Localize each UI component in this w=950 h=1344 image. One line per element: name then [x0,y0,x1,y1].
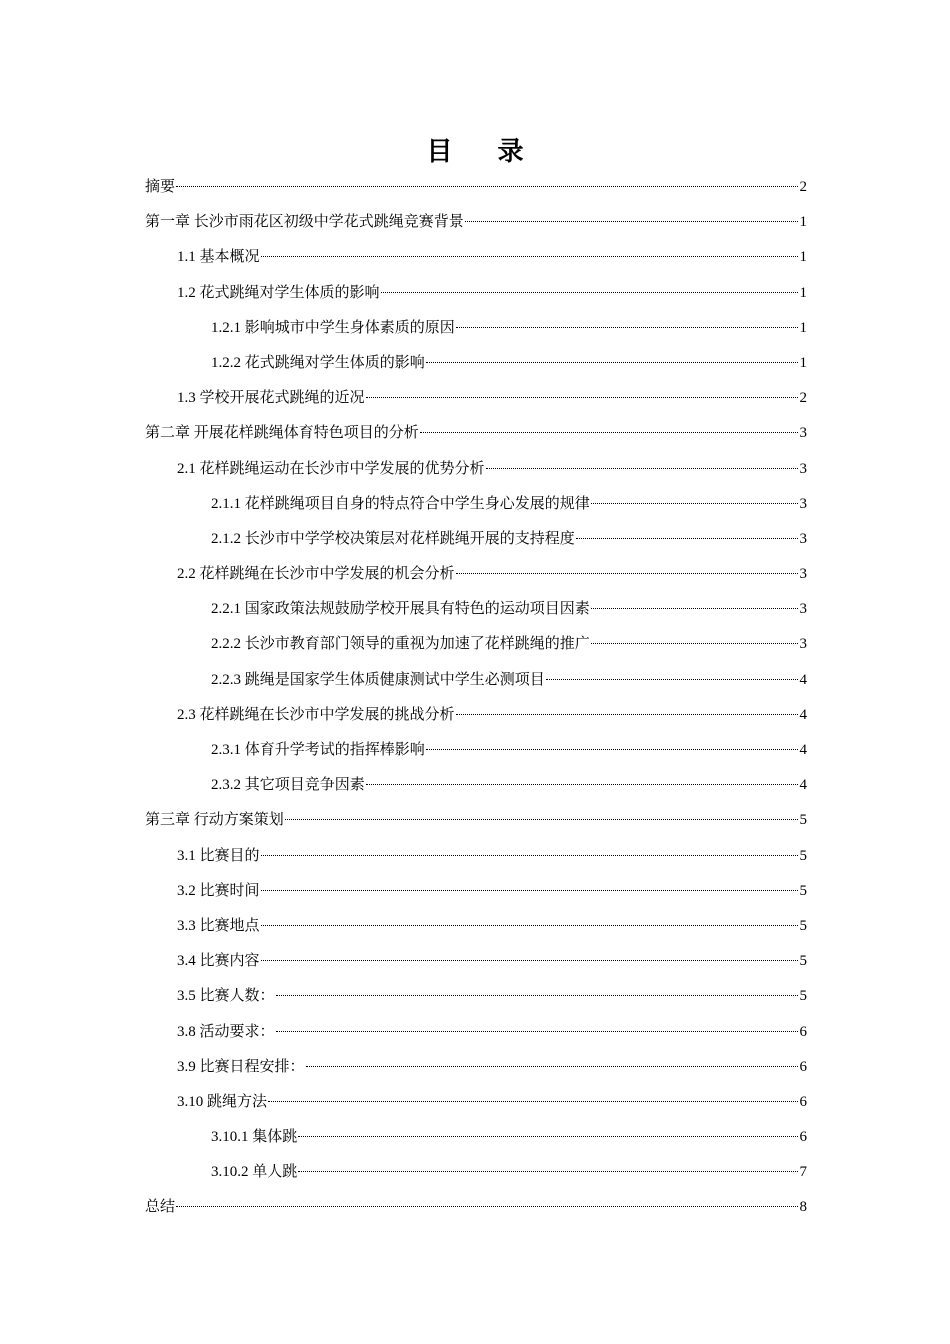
toc-entry[interactable] [145,205,807,240]
toc-entry-label: 2.2.3 跳绳是国家学生体质健康测试中学生必测项目 [211,671,545,688]
toc-entry-label: 3.5 比赛人数： [177,988,275,1005]
toc-entry[interactable] [145,874,807,909]
toc-entry-page-number: 6 [799,1129,807,1146]
toc-entry-page-number: 1 [799,214,807,231]
toc-entry-label: 3.4 比赛内容 [177,953,260,970]
toc-entry[interactable] [145,557,807,592]
toc-entry-label: 2.1.1 花样跳绳项目自身的特点符合中学生身心发展的规律 [211,495,590,512]
toc-entry-label: 3.10 跳绳方法 [177,1093,268,1110]
toc-entry[interactable] [145,627,807,662]
dot-leader [298,1171,798,1172]
toc-entry-label: 2.3.1 体育升学考试的指挥棒影响 [211,742,425,758]
toc-entry-page-number: 6 [799,1058,807,1075]
dot-leader [381,292,798,293]
toc-entry[interactable] [145,1190,807,1225]
toc-entry-page-number: 6 [799,1093,807,1110]
toc-entry-page-number: 5 [799,953,807,970]
toc-entry-label: 摘要 [145,179,176,195]
toc-entry[interactable] [145,1155,807,1190]
toc-entry[interactable] [145,1015,807,1050]
toc-entry-label: 3.10.2 单人跳 [211,1164,298,1181]
toc-entry-label: 2.2 花样跳绳在长沙市中学发展的机会分析 [177,566,455,583]
toc-entry-label: 1.3 学校开展花式跳绳的近况 [177,390,365,407]
toc-entry-page-number: 3 [799,530,807,547]
toc-entry[interactable] [145,416,807,451]
toc-entry-label: 2.3 花样跳绳在长沙市中学发展的挑战分析 [177,706,455,723]
dot-leader [261,925,798,926]
dot-leader [456,714,798,715]
toc-entry-label: 第三章 行动方案策划 [145,812,284,829]
toc-entry-label: 2.2.2 长沙市教育部门领导的重视为加速了花样跳绳的推广 [211,636,590,653]
toc-entry-page-number: 8 [799,1199,807,1216]
toc-entry[interactable] [145,698,807,733]
toc-entry[interactable] [145,1120,807,1155]
toc-entry-page-number: 3 [799,495,807,512]
toc-entry[interactable] [145,944,807,979]
toc-entry[interactable] [145,733,807,768]
toc-entry-page-number: 4 [799,671,807,688]
toc-entry-label: 第一章 长沙市雨花区初级中学花式跳绳竞赛背景 [145,214,464,231]
toc-entry-page-number: 2 [799,179,807,195]
dot-leader [261,256,798,257]
toc-entry-page-number: 3 [799,636,807,653]
dot-leader [268,1101,798,1102]
toc-entry-label: 1.2.1 影响城市中学生身体素质的原因 [211,319,455,336]
dot-leader [576,538,798,539]
toc-entry-page-number: 3 [799,601,807,618]
toc-entry-page-number: 5 [799,847,807,864]
toc-entry-label: 2.2.1 国家政策法规鼓励学校开展具有特色的运动项目因素 [211,601,590,618]
toc-entry[interactable] [145,522,807,557]
toc-entry-label: 3.1 比赛目的 [177,847,260,864]
toc-entry-label: 2.1 花样跳绳运动在长沙市中学发展的优势分析 [177,460,485,477]
toc-entry-label: 第二章 开展花样跳绳体育特色项目的分析 [145,425,419,442]
toc-entry-page-number: 1 [799,319,807,336]
dot-leader [261,890,798,891]
toc-entry-label: 3.3 比赛地点 [177,917,260,934]
toc-entry-label: 3.2 比赛时间 [177,882,260,899]
toc-entry-label: 3.10.1 集体跳 [211,1129,298,1146]
toc-entry[interactable] [145,276,807,311]
toc-entry-page-number: 1 [799,249,807,266]
toc-entry-page-number: 2 [799,390,807,407]
toc-entry-page-number: 3 [799,460,807,477]
toc-entry-label: 总结 [145,1199,176,1216]
dot-leader [465,221,798,222]
toc-entry-page-number: 1 [799,284,807,301]
dot-leader [591,643,798,644]
dot-leader [276,995,798,996]
toc-entry-label: 3.9 比赛日程安排： [177,1058,305,1075]
dot-leader [261,855,798,856]
toc-entry[interactable] [145,311,807,346]
dot-leader [591,503,798,504]
dot-leader [546,679,798,680]
toc-entry-label: 2.1.2 长沙市中学学校决策层对花样跳绳开展的支持程度 [211,530,575,547]
toc-entry[interactable] [145,346,807,381]
toc-entry-page-number: 5 [799,988,807,1005]
toc-entry-page-number: 4 [799,777,807,794]
dot-leader [276,1031,798,1032]
toc-entry-label: 1.2 花式跳绳对学生体质的影响 [177,284,380,301]
toc-entry[interactable] [145,170,807,205]
dot-leader [591,608,798,609]
toc-entry-page-number: 5 [799,917,807,934]
toc-entry[interactable] [145,592,807,627]
toc-title: 目 录 [426,137,542,167]
toc-entry-label: 3.8 活动要求： [177,1023,275,1040]
toc-entry-page-number: 4 [799,706,807,723]
dot-leader [426,362,798,363]
toc-entry[interactable] [145,381,807,416]
toc-entry[interactable] [145,663,807,698]
dot-leader [176,186,798,187]
dot-leader [456,327,798,328]
toc-entry[interactable] [145,979,807,1014]
toc-entry[interactable] [145,1050,807,1085]
toc-entry-page-number: 1 [799,354,807,371]
dot-leader [456,573,798,574]
toc-entry[interactable] [145,909,807,944]
toc-entry[interactable] [145,487,807,522]
dot-leader [298,1136,798,1137]
toc-entry-label: 1.1 基本概况 [177,249,260,266]
table-of-contents [145,170,807,1226]
dot-leader [426,749,798,750]
toc-entry[interactable] [145,768,807,803]
toc-entry-label: 1.2.2 花式跳绳对学生体质的影响 [211,354,425,371]
dot-leader [306,1066,798,1067]
toc-entry-page-number: 6 [799,1023,807,1040]
dot-leader [486,468,798,469]
toc-entry-page-number: 5 [799,882,807,899]
toc-entry[interactable] [145,1085,807,1120]
toc-entry[interactable] [145,803,807,838]
dot-leader [176,1206,798,1207]
toc-entry-page-number: 4 [799,742,807,758]
toc-entry-page-number: 3 [799,566,807,583]
toc-entry-label: 2.3.2 其它项目竞争因素 [211,777,365,794]
dot-leader [285,819,798,820]
dot-leader [366,397,798,398]
toc-entry[interactable] [145,452,807,487]
toc-entry-page-number: 5 [799,812,807,829]
toc-entry[interactable] [145,240,807,275]
dot-leader [261,960,798,961]
toc-entry-page-number: 7 [799,1164,807,1181]
toc-entry[interactable] [145,839,807,874]
dot-leader [420,432,798,433]
dot-leader [366,784,798,785]
toc-entry-page-number: 3 [799,425,807,442]
